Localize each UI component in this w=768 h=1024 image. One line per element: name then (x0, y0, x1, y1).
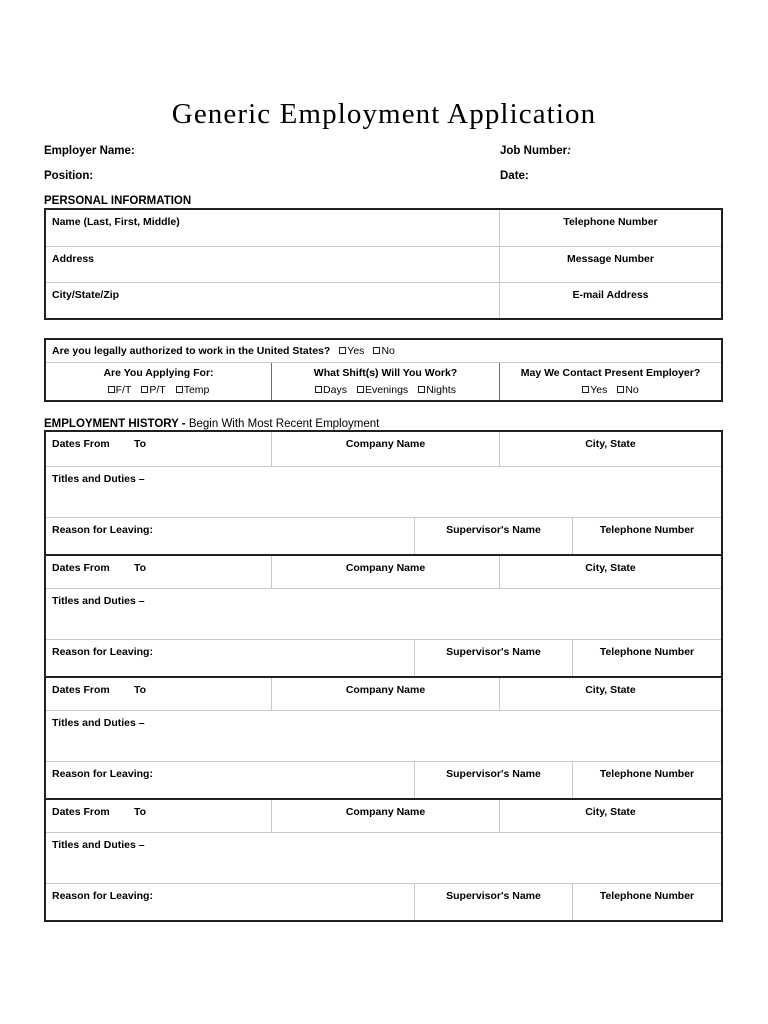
work-authorization-table (44, 338, 723, 402)
name-field-label: Name (Last, First, Middle) (52, 216, 180, 228)
city-state-label: City, State (499, 556, 721, 588)
reason-for-leaving-label: Reason for Leaving: (52, 646, 153, 658)
reason-for-leaving-row (46, 761, 721, 798)
contact-employer-heading: May We Contact Present Employer? (520, 367, 701, 379)
telephone-number-label: Telephone Number (572, 762, 721, 798)
checkbox-label: Days (323, 384, 347, 396)
address-field-label: Address (52, 253, 95, 265)
date-label: Date: (500, 170, 529, 182)
checkbox-authorized-yes[interactable] (339, 345, 364, 357)
supervisors-name-label: Supervisor's Name (414, 640, 572, 676)
reason-for-leaving-label: Reason for Leaving: (52, 524, 153, 536)
table-row (46, 282, 721, 318)
checkbox-ft[interactable] (108, 384, 132, 396)
dates-to-label: To (134, 438, 147, 450)
titles-and-duties-row (46, 466, 721, 517)
employment-history-heading-strong: EMPLOYMENT HISTORY - (44, 418, 186, 430)
dates-to-label: To (134, 684, 147, 696)
employment-history-block (46, 432, 721, 554)
checkbox-contact-no[interactable] (617, 384, 638, 396)
employment-dates-row (46, 676, 721, 710)
reason-for-leaving-label: Reason for Leaving: (52, 890, 153, 902)
checkbox-contact-yes[interactable] (582, 384, 607, 396)
table-row (46, 246, 721, 282)
company-name-label: Company Name (271, 800, 499, 832)
job-number-label (500, 145, 571, 157)
job-number-text: Job Number (500, 145, 568, 157)
city-state-zip-label: City/State/Zip (52, 289, 120, 301)
checkbox-icon[interactable] (339, 347, 346, 354)
page-title: Generic Employment Application (171, 98, 597, 130)
employment-history-table (44, 430, 723, 922)
supervisors-name-label: Supervisor's Name (414, 884, 572, 920)
company-name-label: Company Name (271, 678, 499, 710)
checkbox-temp[interactable] (176, 384, 210, 396)
telephone-number-label: Telephone Number (572, 884, 721, 920)
titles-and-duties-label: Titles and Duties – (52, 473, 145, 485)
employer-name-label: Employer Name: (44, 145, 135, 157)
employment-dates-row (46, 554, 721, 588)
applying-for-heading: Are You Applying For: (103, 367, 214, 379)
telephone-number-label: Telephone Number (572, 640, 721, 676)
city-state-label: City, State (499, 678, 721, 710)
reason-for-leaving-row (46, 517, 721, 554)
work-authorization-question-text: Are you legally authorized to work in the United States? (52, 345, 331, 357)
dates-to-label: To (134, 806, 147, 818)
company-name-label: Company Name (271, 556, 499, 588)
checkbox-label: No (625, 384, 639, 396)
applying-for-column (46, 363, 271, 400)
personal-information-heading: PERSONAL INFORMATION (44, 195, 192, 207)
telephone-number-label: Telephone Number (572, 518, 721, 554)
checkbox-icon[interactable] (418, 386, 425, 393)
reason-for-leaving-label: Reason for Leaving: (52, 768, 153, 780)
telephone-number-label: Telephone Number (499, 210, 721, 246)
company-name-label: Company Name (271, 432, 499, 466)
reason-for-leaving-row (46, 639, 721, 676)
position-label: Position: (44, 170, 94, 182)
checkbox-icon[interactable] (357, 386, 364, 393)
checkbox-label: Temp (183, 384, 210, 396)
checkbox-pt[interactable] (141, 384, 165, 396)
checkbox-icon[interactable] (582, 386, 589, 393)
checkbox-label: Yes (590, 384, 608, 396)
work-authorization-question-row (46, 340, 721, 362)
shifts-column (271, 363, 499, 400)
checkbox-authorized-no[interactable] (373, 345, 394, 357)
contact-employer-options (500, 384, 721, 396)
checkbox-icon[interactable] (176, 386, 183, 393)
dates-from-label: Dates From (52, 684, 110, 696)
checkbox-label: Yes (347, 345, 365, 357)
table-row (46, 210, 721, 246)
employment-history-heading (44, 418, 379, 430)
city-state-label: City, State (499, 800, 721, 832)
email-address-label: E-mail Address (499, 283, 721, 318)
supervisors-name-label: Supervisor's Name (414, 762, 572, 798)
employment-history-block (46, 554, 721, 676)
work-authorization-options-row (46, 362, 721, 400)
employment-history-heading-light: Begin With Most Recent Employment (188, 418, 380, 430)
message-number-label: Message Number (499, 247, 721, 282)
dates-from-label: Dates From (52, 806, 110, 818)
dates-to-label: To (134, 562, 147, 574)
dates-from-label: Dates From (52, 438, 110, 450)
checkbox-label: Nights (426, 384, 456, 396)
applying-for-options (46, 384, 271, 396)
titles-and-duties-row (46, 832, 721, 883)
checkbox-icon[interactable] (141, 386, 148, 393)
checkbox-evenings[interactable] (357, 384, 408, 396)
checkbox-label: Evenings (364, 384, 409, 396)
employment-history-block (46, 676, 721, 798)
checkbox-days[interactable] (315, 384, 347, 396)
shifts-options (272, 384, 499, 396)
checkbox-icon[interactable] (315, 386, 322, 393)
checkbox-label: P/T (149, 384, 166, 396)
contact-employer-column (499, 363, 721, 400)
titles-and-duties-row (46, 710, 721, 761)
employment-dates-row (46, 798, 721, 832)
shifts-heading: What Shift(s) Will You Work? (313, 367, 458, 379)
work-authorization-question (52, 345, 395, 357)
supervisors-name-label: Supervisor's Name (414, 518, 572, 554)
checkbox-label: No (381, 345, 395, 357)
employment-dates-row (46, 432, 721, 466)
personal-information-table (44, 208, 723, 320)
checkbox-nights[interactable] (418, 384, 456, 396)
checkbox-icon[interactable] (617, 386, 624, 393)
checkbox-icon[interactable] (108, 386, 115, 393)
city-state-label: City, State (499, 432, 721, 466)
checkbox-icon[interactable] (373, 347, 380, 354)
titles-and-duties-label: Titles and Duties – (52, 595, 145, 607)
reason-for-leaving-row (46, 883, 721, 920)
titles-and-duties-row (46, 588, 721, 639)
titles-and-duties-label: Titles and Duties – (52, 839, 145, 851)
checkbox-label: F/T (115, 384, 132, 396)
titles-and-duties-label: Titles and Duties – (52, 717, 145, 729)
employment-history-block (46, 798, 721, 920)
dates-from-label: Dates From (52, 562, 110, 574)
job-number-colon: : (567, 145, 571, 157)
